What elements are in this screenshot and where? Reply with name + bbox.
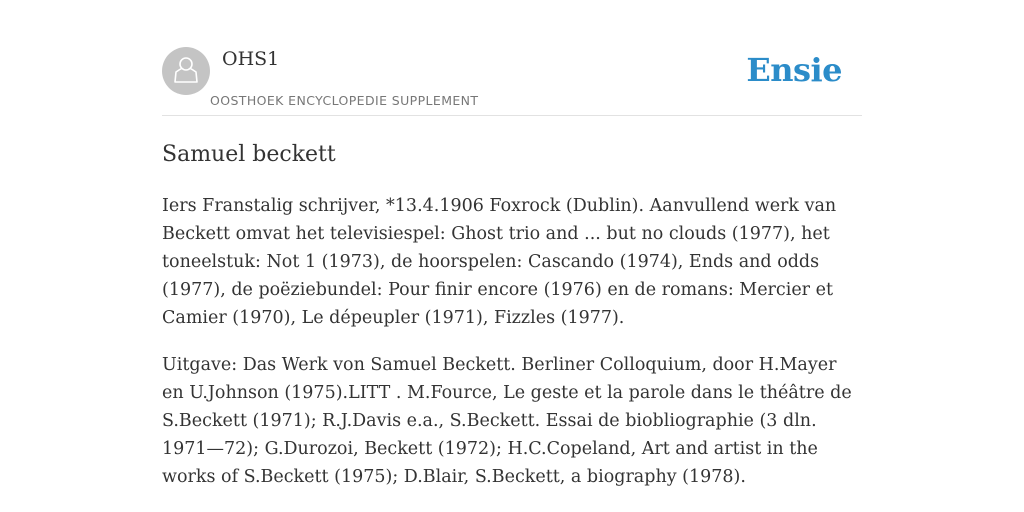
article-paragraph: Uitgave: Das Werk von Samuel Beckett. Berliner Colloquium, door H.Mayer en U.Johnson (1975).LITT . M.Fource, Le geste et la parole dans le théâtre de S.Beckett (1971); R.J.Davis e.a., S.Beckett. Essai de biobliographie (3 dln. 1971—72); G.Durozoi, Beckett (1972); H.C.Copeland, Art and artist in the works of S.Beckett (1975); D.Blair, S.Beckett, a biography (1978).	[162, 355, 852, 487]
ensie-logo[interactable]: Ensie	[746, 51, 842, 89]
source-name[interactable]: OOSTHOEK ENCYCLOPEDIE SUPPLEMENT	[210, 93, 479, 108]
article-card	[162, 0, 862, 487]
page-title: Samuel beckett	[162, 142, 336, 167]
user-icon	[173, 55, 199, 87]
article-header	[162, 0, 862, 116]
avatar[interactable]	[162, 47, 210, 95]
author-name[interactable]: OHS1	[222, 48, 280, 70]
article-paragraph: Iers Franstalig schrijver, *13.4.1906 Foxrock (Dublin). Aanvullend werk van Beckett omvat het televisiespel: Ghost trio and ... but no clouds (1977), het toneelstuk: Not 1 (1973), de hoorspelen: Cascando (1974), Ends and odds (1977), de poëziebundel: Pour finir encore (1976) en de romans: Mercier et Camier (1970), Le dépeupler (1971), Fizzles (1977).	[162, 196, 837, 328]
